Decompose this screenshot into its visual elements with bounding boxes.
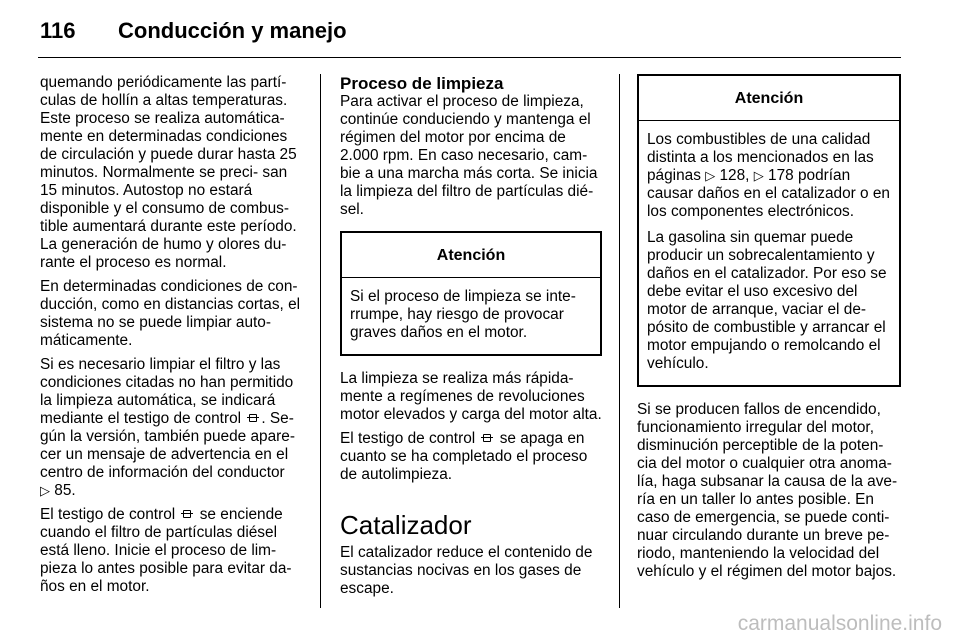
diesel-particle-filter-icon: [181, 508, 193, 520]
watermark: carmanualsonline.info: [737, 612, 942, 635]
page-reference-icon: ▷: [40, 483, 50, 498]
page-reference-icon: ▷: [705, 168, 716, 183]
attention-box: [637, 74, 901, 387]
diesel-particle-filter-icon: [481, 432, 493, 444]
paragraph-text: . Se- gún la versión, también puede apare- cer un mensaje de advertencia en el centro de información del conductor: [40, 410, 295, 481]
header-divider: [38, 57, 901, 58]
paragraph: En determinadas condiciones de con- ducción, como en distancias cortas, el sistema no se puede limpiar auto- máticamente.: [40, 278, 301, 349]
paragraph: La limpieza se realiza más rápida- mente a regímenes de revoluciones motor elevados y carga del motor alta.: [340, 370, 602, 423]
paragraph-text: Si es necesario limpiar el filtro y las condiciones citadas no han permitido la limpieza automática, se indicará mediante el testigo de control: [40, 356, 294, 427]
attention-title: Atención: [342, 233, 600, 278]
attention-box: [340, 231, 602, 356]
column-1: [40, 74, 302, 602]
paragraph: El catalizador reduce el contenido de sustancias nocivas en los gases de escape.: [340, 544, 593, 597]
page-reference-icon: ▷: [753, 168, 764, 183]
page-reference[interactable]: 178 podrían causar daños en el catalizador o en los componentes electrónicos.: [647, 167, 890, 220]
page-number: 116: [40, 18, 76, 43]
paragraph: Si se producen fallos de encendido, funcionamiento irregular del motor, disminución perceptible de la poten- cia del motor o cualquier otra anoma- lía, haga subsanar la causa de la ave- ría en un taller lo antes posible. En caso de emergencia, se puede conti- nuar circulando durante un breve pe- riodo, manteniendo la velocidad del vehículo y el régimen del motor bajos.: [637, 401, 898, 580]
paragraph: [340, 430, 602, 484]
column-divider: [320, 74, 321, 608]
attention-title: Atención: [639, 76, 899, 121]
paragraph: [40, 506, 302, 596]
column-2: [340, 74, 602, 604]
column-3: [637, 74, 901, 587]
paragraph-text: Los combustibles de una calidad distinta a los mencionados en las páginas: [647, 131, 874, 184]
page-reference[interactable]: 85.: [54, 482, 76, 499]
attention-text: [647, 131, 891, 221]
page-title: Conducción y manejo: [118, 18, 347, 43]
paragraph: quemando periódicamente las partí- culas de hollín a altas temperaturas. Este proceso se realiza automática- mente en determinadas condiciones de circulación y puede durar hasta 25 minutos. Normalmente se preci- san 15 minutos. Autostop no estará disponible y el consumo de combus- tible aumentará durante este período. La generación de humo y olores du- rante el proceso es normal.: [40, 74, 297, 271]
paragraph: [40, 356, 302, 500]
paragraph: Para activar el proceso de limpieza, continúe conduciendo y mantenga el régimen del motor por encima de 2.000 rpm. En caso necesario, cam- bie a una marcha más corta. Se inicia la limpieza del filtro de partículas dié- sel.: [340, 93, 598, 218]
paragraph-text: se apaga en cuanto se ha completado el proceso de autolimpieza.: [340, 430, 588, 483]
attention-text: La gasolina sin quemar puede producir un sobrecalentamiento y daños en el catalizador. Por eso se debe evitar el uso excesivo del motor de arranque, vaciar el de- pósito de combustible y arrancar el motor empujando o remolcando el vehículo.: [647, 229, 887, 372]
attention-body: [342, 278, 600, 354]
paragraph-text: El testigo de control: [340, 430, 476, 447]
page-reference[interactable]: 128,: [719, 167, 750, 184]
column-divider: [619, 74, 620, 608]
attention-text: Si el proceso de limpieza se inte- rrumpe, hay riesgo de provocar graves daños en el motor.: [350, 288, 576, 341]
paragraph-text: El testigo de control: [40, 506, 176, 523]
paragraph-text: se enciende cuando el filtro de partículas diésel está lleno. Inicie el proceso de lim- pieza lo antes posible para evitar da- ños en el motor.: [40, 506, 292, 595]
section-heading-catalizador: Catalizador: [340, 510, 472, 540]
attention-body: [639, 121, 899, 385]
diesel-particle-filter-icon: [247, 412, 259, 424]
section-heading: Proceso de limpieza: [340, 74, 504, 93]
